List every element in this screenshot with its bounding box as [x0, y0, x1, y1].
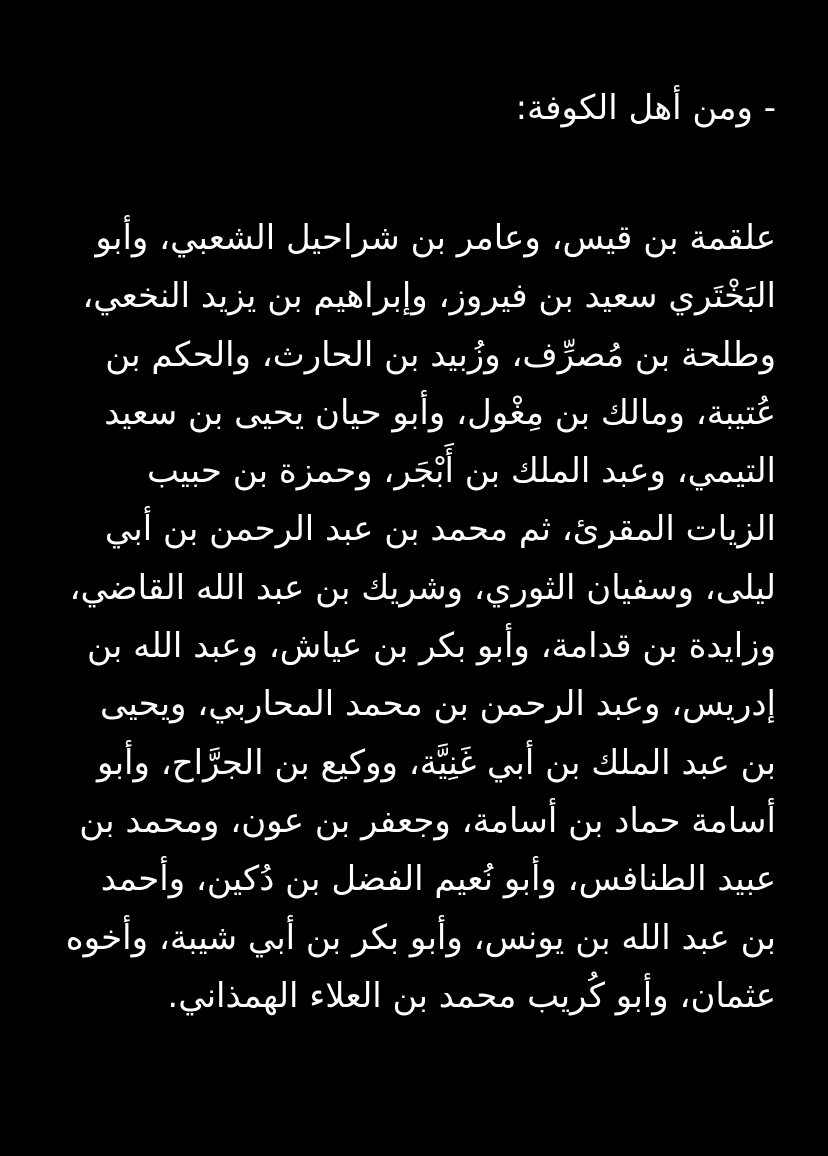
text-line: بن عبد الملك بن أبي غَنِيَّة، ووكيع بن الجرَّاح، وأبو — [97, 742, 776, 783]
text-line: عبيد الطنافس، وأبو نُعيم الفضل بن دُكين، وأحمد — [100, 859, 776, 900]
text-line: علقمة بن قيس، وعامر بن شراحيل الشعبي، وأبو — [95, 218, 776, 258]
text-line: الزيات المقرئ، ثم محمد بن عبد الرحمن بن أبي — [104, 509, 776, 550]
text-line: وطلحة بن مُصرِّف، وزُبيد بن الحارث، والحكم بن — [105, 334, 776, 375]
text-line: التيمي، وعبد الملك بن أَبْجَر، وحمزة بن حبيب — [147, 451, 776, 492]
text-line: ليلى، وسفيان الثوري، وشريك بن عبد الله القاضي، — [69, 567, 776, 608]
text-line: أسامة حماد بن أسامة، وجعفر بن عون، ومحمد بن — [79, 800, 776, 841]
text-line: وزايدة بن قدامة، وأبو بكر بن عياش، وعبد الله بن — [86, 626, 776, 667]
text-line: إدريس، وعبد الرحمن بن محمد المحاربي، ويحيى — [100, 684, 776, 725]
body-paragraph — [46, 209, 776, 1025]
text-line: عُتيبة، ومالك بن مِغْول، وأبو حيان يحيى بن سعيد — [104, 392, 776, 433]
text-line: البَخْتَري سعيد بن فيروز، وإبراهيم بن يزيد النخعي، — [82, 276, 776, 317]
section-heading: - ومن أهل الكوفة: — [515, 88, 776, 128]
text-line: عثمان، وأبو كُريب محمد بن العلاء الهمذاني. — [167, 975, 776, 1016]
text-line: بن عبد الله بن يونس، وأبو بكر بن أبي شيبة، وأخوه — [65, 917, 776, 958]
